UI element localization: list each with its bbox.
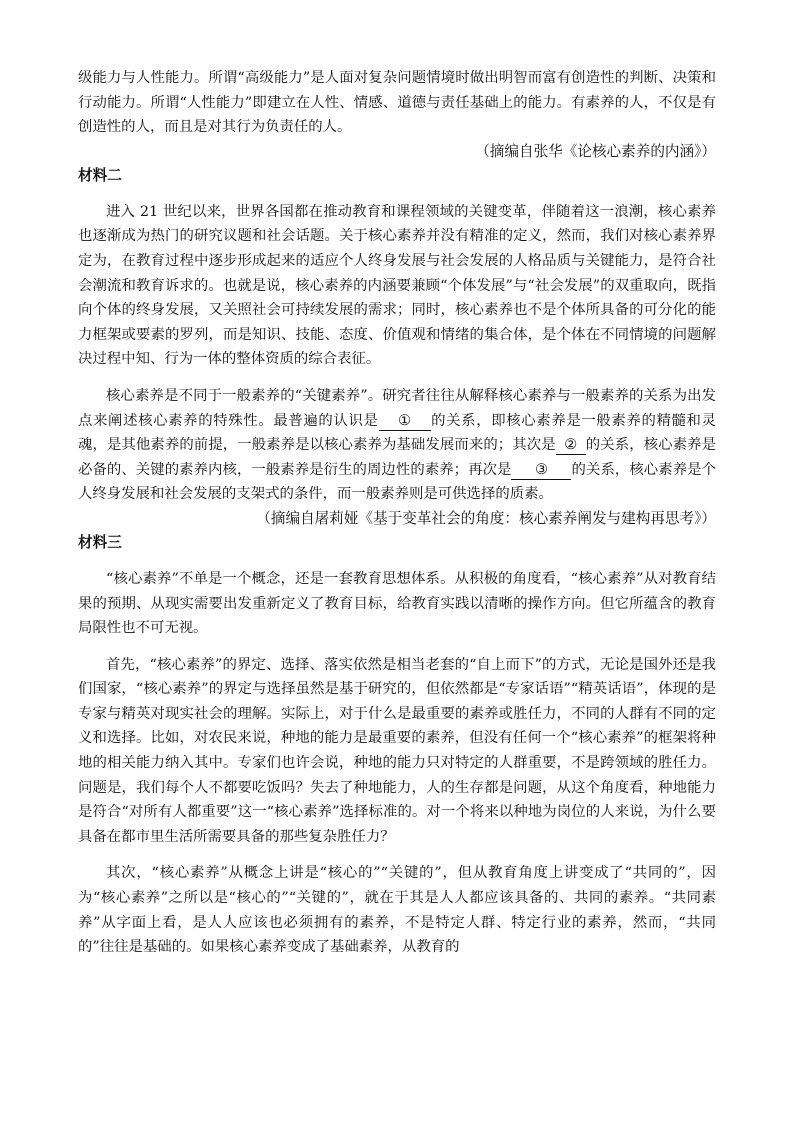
material-three-paragraph-1: “核心素养”不单是一个概念，还是一套教育思想体系。从积极的角度看，“核心素养”从对教育结果的预期、从现实需要出发重新定义了教育目标，给教育实践以清晰的操作方向。但它所蕴含的教育局限性也不可无视。 [78, 570, 716, 637]
paragraph-text-segment: 的关系，核心素养是个人终身发展和社会发展的支架式的条件，而一般素养则是可供选择的质素。 [78, 461, 716, 503]
paragraph-text-segment: 核心素养是不同于一般素养的“关键素养”。研究者往往从解释核心素养与一般素养的关系为出发点来阐述核心素养的特殊性。最普遍的认识是 [78, 387, 716, 429]
document-page [78, 66, 716, 960]
paragraph-text-segment: 的关系，即核心素养是一般素养的精髓和灵魂，是其他素养的前提，一般素养是以核心素养为基础发展而来的；其次是 [78, 412, 716, 454]
material-one-closing-paragraph: 级能力与人性能力。所谓“高级能力”是人面对复杂问题情境时做出明智而富有创造性的判断、决策和行动能力。所谓“人性能力”即建立在人性、情感、道德与责任基础上的能力。有素养的人，不仅是有创造性的人，而且是对其行为负责任的人。 [78, 70, 716, 136]
material-three-paragraph-2: 首先，“核心素养”的界定、选择、落实依然是相当老套的“自上而下”的方式，无论是国外还是我们国家，“核心素养”的界定与选择虽然是基于研究的，但依然都是“专家话语”“精英话语”，体现的是专家与精英对现实社会的理解。实际上，对于什么是最重要的素养或胜任力，不同的人群有不同的定义和选择。比如，对农民来说，种地的能力是最重要的素养，但没有任何一个“核心素养”的框架将种地的相关能力纳入其中。专家们也许会说，种地的能力只对特定的人群重要，不是跨领域的胜任力。问题是，我们每个人不都要吃饭吗？失去了种地能力，人的生存都是问题，从这个角度看，种地能力是符合“对所有人都重要”这一“核心素养”选择标准的。对一个将来以种地为岗位的人来说，为什么要具备在都市里生活所需要具备的那些复杂胜任力？ [78, 656, 716, 845]
material-two-paragraph-2 [78, 384, 716, 507]
material-one-source-citation: （摘编自张华《论核心素养的内涵》） [475, 142, 716, 160]
material-two-paragraph-1: 进入 21 世纪以来，世界各国都在推动教育和课程领域的关键变革，伴随着这一浪潮，核心素养也逐渐成为热门的研究议题和社会话题。关于核心素养并没有精准的定义，然而，我们对核心素养界定为，在教育过程中逐步形成起来的适应个人终身发展与社会发展的人格品质与关键能力，是符合社会潮流和教育诉求的。也就是说，核心素养的内涵要兼顾“个体发展”与“社会发展”的双重取向，既指向个体的终身发展，又关照社会可持续发展的需求；同时，核心素养也不是个体所具备的可分化的能力框架或要素的罗列，而是知识、技能、态度、价值观和情绪的集合体，是个体在不同情境的问题解决过程中知、行为一体的整体资质的综合表征。 [78, 203, 716, 368]
material-two-heading: 材料二 [78, 166, 122, 184]
material-two-source-citation: （摘编自屠莉娅《基于变革社会的角度：核心素养阐发与建构再思考》） [256, 509, 716, 527]
fill-blank-3: ③ [511, 461, 571, 480]
paragraph-text-segment: 的关系，核心素养是必备的、关键的素养内核，一般素养是衍生的周边性的素养；再次是 [78, 437, 716, 478]
fill-blank-1: ① [379, 412, 431, 431]
material-three-heading: 材料三 [78, 533, 122, 551]
fill-blank-2: ② [556, 436, 586, 455]
material-three-paragraph-3: 其次，“核心素养”从概念上讲是“核心的”“关键的”，但从教育角度上讲变成了“共同的”，因为“核心素养”之所以是“核心的”“关键的”，就在于其是人人都应该具备的、共同的素养。“共同素养”从字面上看，是人人应该也必须拥有的素养，不是特定人群、特定行业的素养，然而，“共同的”往往是基础的。如果核心素养变成了基础素养，从教育的 [78, 865, 716, 956]
